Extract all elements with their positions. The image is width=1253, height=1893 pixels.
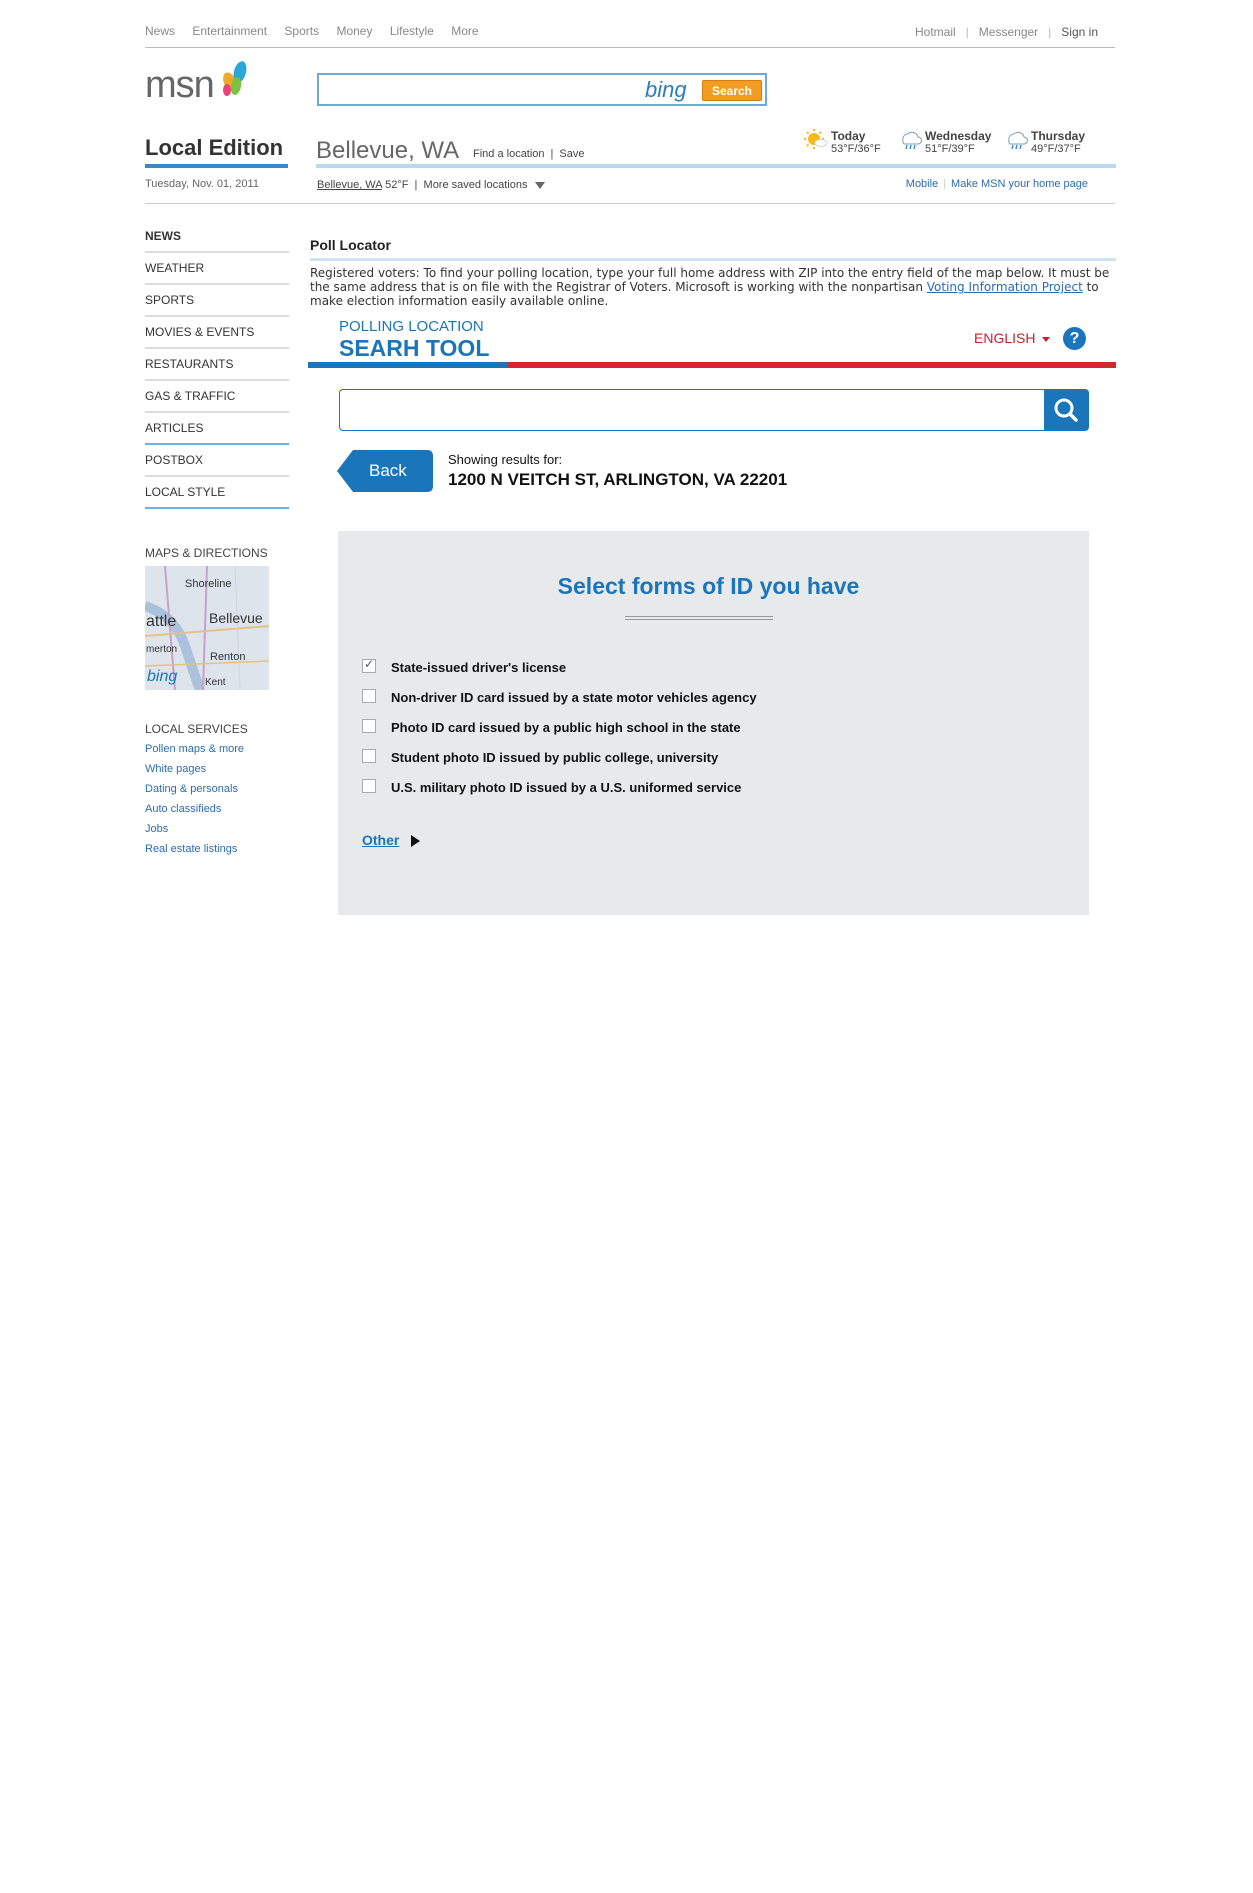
play-arrow-icon[interactable]	[411, 835, 420, 847]
left-nav-gas-traffic[interactable]: GAS & TRAFFIC	[145, 381, 289, 413]
tool-subtitle: POLLING LOCATION	[339, 318, 484, 335]
back-button[interactable]	[337, 450, 433, 492]
local-service-link[interactable]: Jobs	[145, 823, 169, 835]
map-label: attle	[146, 613, 177, 630]
make-home-page-link[interactable]: Make MSN your home page	[951, 178, 1088, 190]
id-option-label: U.S. military photo ID issued by a U.S. uniformed service	[391, 780, 742, 795]
left-nav-restaurants[interactable]: RESTAURANTS	[145, 349, 289, 381]
local-service-link[interactable]: Dating & personals	[145, 783, 238, 795]
language-label: ENGLISH	[974, 330, 1036, 346]
sign-in-link[interactable]: Sign in	[1061, 25, 1098, 39]
local-edition-title: Local Edition	[145, 135, 284, 160]
checkbox[interactable]	[362, 719, 376, 733]
poll-title-underline	[310, 258, 1116, 261]
weather-day: Wednesday	[925, 129, 992, 143]
butterfly-icon	[218, 56, 254, 98]
account-links: Hotmail | Messenger | Sign in	[914, 25, 1098, 39]
checkbox[interactable]	[362, 749, 376, 763]
top-divider	[145, 47, 1115, 48]
city-underline	[316, 164, 1116, 168]
left-nav-articles[interactable]: ARTICLES	[145, 413, 289, 445]
bing-logo: bing	[645, 77, 687, 102]
map-label: merton	[146, 644, 178, 655]
map-label: Renton	[210, 651, 246, 663]
map-bing-logo: bing	[147, 668, 178, 685]
checkbox[interactable]	[362, 779, 376, 793]
current-city: Bellevue, WA	[316, 137, 460, 164]
save-location-link[interactable]: Save	[559, 148, 585, 160]
messenger-link[interactable]: Messenger	[978, 25, 1039, 39]
saved-location-link[interactable]: Bellevue, WA	[317, 179, 383, 191]
mobile-link[interactable]: Mobile	[905, 178, 939, 190]
weather-temps: 49°F/37°F	[1031, 143, 1081, 155]
local-service-link[interactable]: Real estate listings	[145, 843, 238, 855]
poll-description-text-end: to make election information easily available online.	[310, 280, 1099, 308]
utility-links: Mobile | Make MSN your home page	[905, 178, 1088, 190]
maps-directions-title: MAPS & DIRECTIONS	[145, 546, 268, 560]
weather-wednesday[interactable]	[925, 129, 991, 155]
local-service-link[interactable]: Pollen maps & more	[145, 743, 245, 755]
map-label: Shoreline	[185, 578, 232, 590]
checkbox-checked[interactable]	[362, 659, 376, 673]
local-service-link[interactable]: White pages	[145, 763, 207, 775]
find-location-link[interactable]: Find a location	[473, 148, 545, 160]
back-button-label: Back	[369, 461, 407, 480]
saved-locations-bar: Bellevue, WA 52°F | More saved locations	[317, 179, 545, 191]
top-nav-entertainment[interactable]: Entertainment	[192, 24, 268, 38]
local-services-list	[145, 739, 244, 859]
top-nav-money[interactable]: Money	[336, 24, 373, 38]
weather-thursday[interactable]	[1031, 129, 1085, 155]
id-panel-rule	[625, 616, 773, 620]
showing-results-address: 1200 N VEITCH ST, ARLINGTON, VA 22201	[448, 470, 788, 489]
local-service-link[interactable]: Auto classifieds	[145, 803, 222, 815]
map-label: Bellevue	[209, 610, 263, 626]
saved-location-temp: 52°F	[385, 179, 409, 191]
id-option-label: State-issued driver's license	[391, 660, 567, 675]
weather-temps: 53°F/36°F	[831, 143, 881, 155]
more-saved-locations-label: More saved locations	[423, 179, 528, 191]
id-option-label: Photo ID card issued by a public high school in the state	[391, 720, 741, 735]
header-divider	[145, 203, 1115, 204]
mini-map[interactable]	[145, 566, 269, 690]
weather-day: Today	[831, 129, 866, 143]
poll-locator-title: Poll Locator	[310, 237, 391, 253]
checkbox[interactable]	[362, 689, 376, 703]
top-nav	[145, 24, 493, 38]
left-nav-sports[interactable]: SPORTS	[145, 285, 289, 317]
poll-description	[310, 266, 1116, 308]
web-search-button[interactable]: Search	[702, 80, 762, 101]
hotmail-link[interactable]: Hotmail	[914, 25, 956, 39]
web-search-box	[317, 73, 767, 106]
left-nav-weather[interactable]: WEATHER	[145, 253, 289, 285]
more-saved-locations-dropdown[interactable]	[424, 179, 546, 191]
other-id-link[interactable]: Other	[362, 832, 400, 848]
current-date: Tuesday, Nov. 01, 2011	[145, 178, 259, 190]
language-selector[interactable]	[974, 330, 1050, 346]
web-search-input[interactable]	[327, 81, 631, 101]
left-nav-local-style[interactable]: LOCAL STYLE	[145, 477, 289, 509]
address-search-button[interactable]	[1044, 389, 1089, 431]
top-nav-sports[interactable]: Sports	[284, 24, 320, 38]
top-nav-news[interactable]: News	[145, 24, 176, 38]
local-services-title: LOCAL SERVICES	[145, 722, 248, 736]
weather-day: Thursday	[1031, 129, 1086, 143]
top-nav-lifestyle[interactable]: Lifestyle	[389, 24, 434, 38]
address-search-input[interactable]	[350, 400, 1034, 422]
rain-cloud-icon	[1004, 128, 1028, 150]
tool-header-bar-red	[508, 362, 1116, 368]
chevron-down-icon	[535, 182, 545, 189]
local-edition-underline	[145, 164, 288, 168]
left-nav	[145, 221, 289, 509]
weather-temps: 51°F/39°F	[925, 143, 975, 155]
left-nav-movies-events[interactable]: MOVIES & EVENTS	[145, 317, 289, 349]
id-panel-title: Select forms of ID you have	[557, 573, 860, 599]
search-icon	[1044, 389, 1089, 431]
poll-description-text: Registered voters: To find your polling location, type your full home address with ZIP into the entry field of the map below. It must be the same address that is on file with the Registrar of Voters. Microsoft is working with the nonpartisan	[310, 266, 1110, 294]
help-icon[interactable]: ?	[1063, 327, 1086, 350]
weather-today[interactable]	[831, 129, 881, 155]
msn-logo[interactable]	[145, 64, 214, 107]
caret-down-icon	[1042, 337, 1050, 342]
left-nav-news[interactable]: NEWS	[145, 221, 289, 253]
rain-cloud-icon	[898, 128, 922, 150]
top-nav-more[interactable]: More	[451, 24, 479, 38]
left-nav-postbox[interactable]: POSTBOX	[145, 445, 289, 477]
tool-header-bar-blue	[308, 362, 508, 368]
id-option-label: Student photo ID issued by public college, university	[391, 750, 719, 765]
voting-information-project-link[interactable]: Voting Information Project	[926, 280, 1083, 294]
id-option-label: Non-driver ID card issued by a state motor vehicles agency	[391, 690, 757, 705]
address-search-box	[339, 389, 1045, 431]
city-links: Find a location | Save	[473, 148, 585, 160]
showing-results-label: Showing results for:	[448, 452, 563, 467]
map-label: Kent	[205, 677, 226, 688]
sun-icon	[804, 128, 828, 150]
tool-title: SEARH TOOL	[339, 335, 490, 361]
msn-logo-text: msn	[145, 64, 214, 106]
